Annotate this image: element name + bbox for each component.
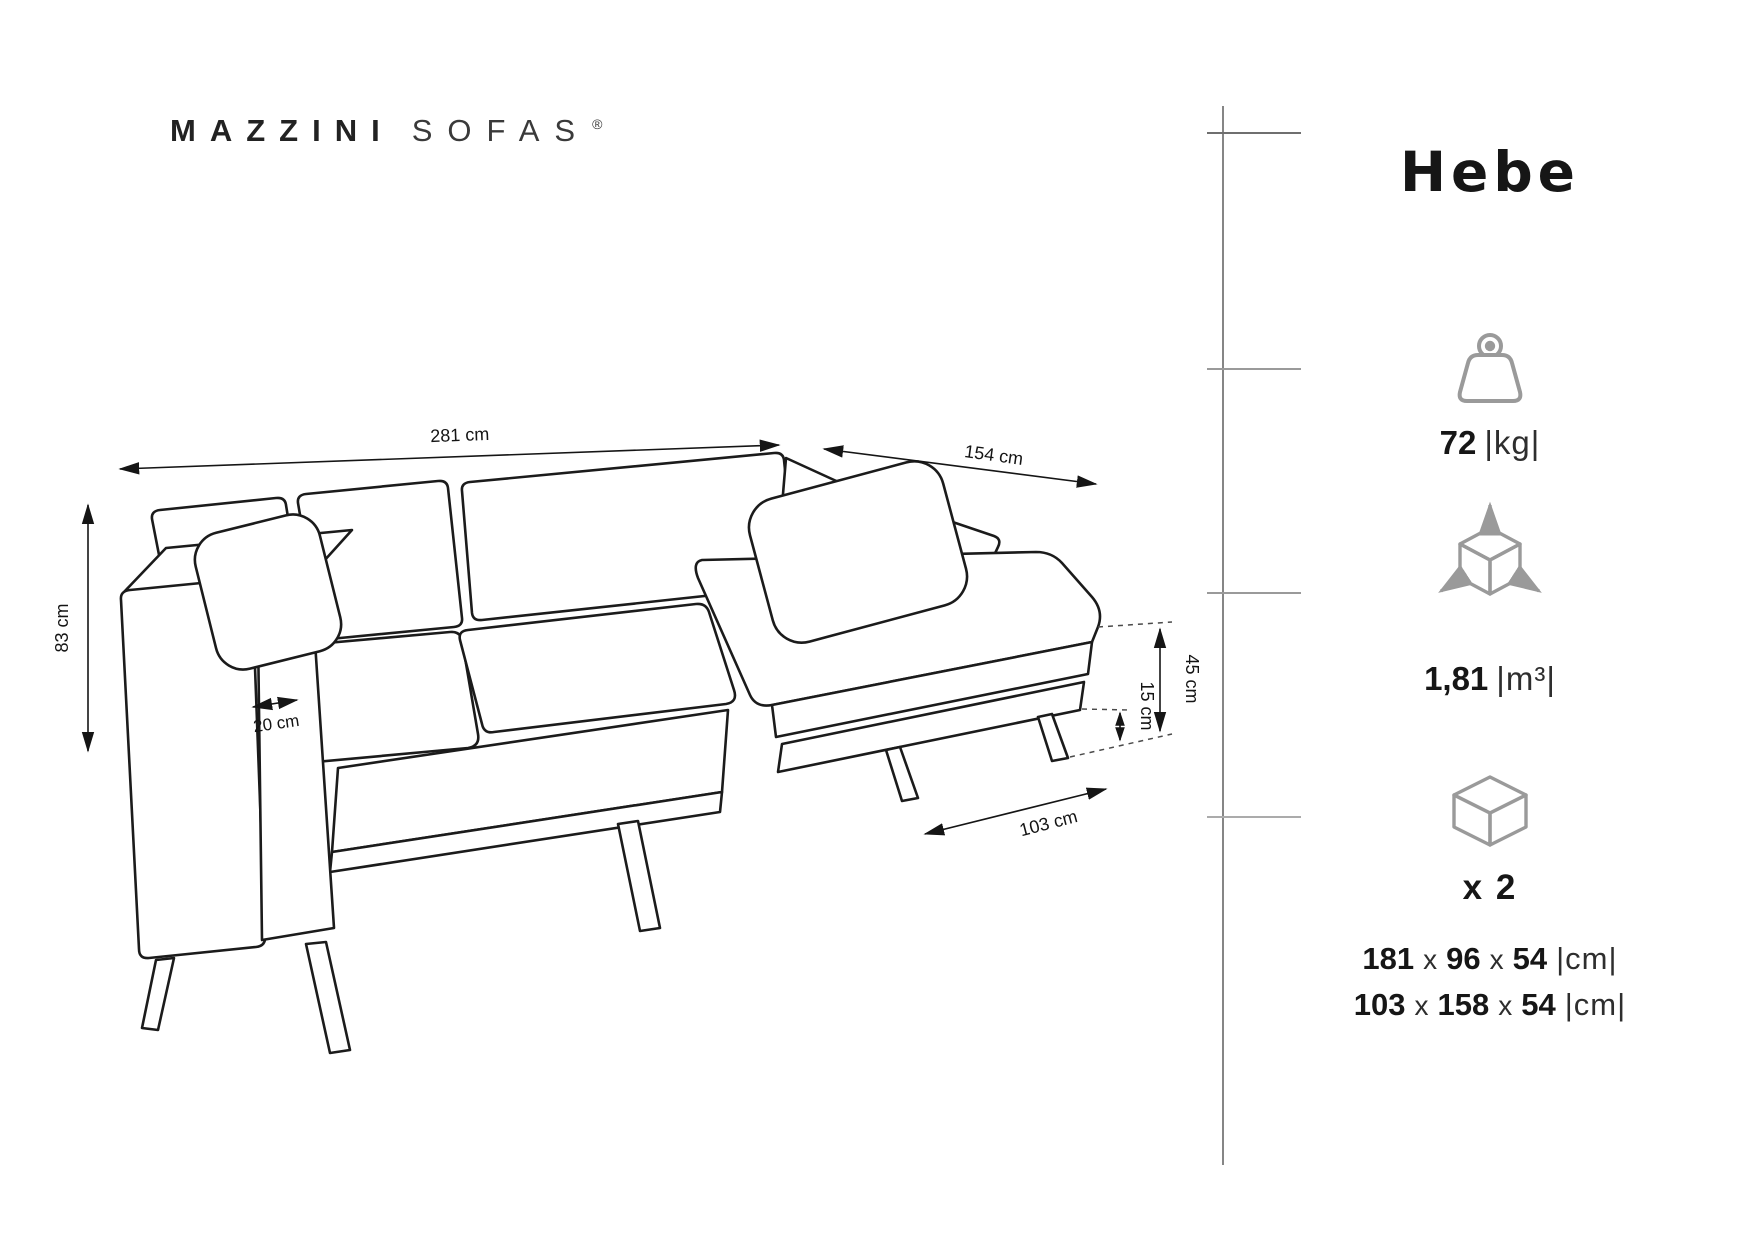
brand-name-primary: MAZZINI [170,113,394,148]
registered-trademark-icon: ® [592,116,603,132]
dim-chaise-depth-label: 154 cm [963,441,1025,469]
multiply-sign: x [1498,990,1513,1021]
size1-unit: |cm| [1556,941,1618,976]
package-size-line-2 [1240,987,1740,1023]
spec-panel [1240,0,1740,1240]
weight-unit: |kg| [1484,424,1541,461]
dim-armrest-label: 20 cm [251,710,301,737]
weight-icon [1438,330,1542,408]
size1-depth: 54 [1512,941,1548,976]
volume-spec [1240,660,1740,698]
size1-height: 96 [1446,941,1481,976]
volume-unit: |m³| [1496,660,1556,697]
dim-chaise-width-arrow [925,789,1106,834]
weight-spec [1240,424,1740,462]
brand-name-secondary: SOFAS [411,113,591,148]
product-name: Hebe [1399,140,1580,204]
sofa-leg-middle [618,821,660,931]
package-count: x 2 [1462,868,1518,907]
size2-depth: 54 [1521,987,1556,1022]
dim-base-height-label: 15 cm [1137,681,1157,731]
weight-value: 72 [1439,424,1477,461]
multiply-sign: x [1414,990,1429,1021]
size2-width: 103 [1353,987,1406,1022]
dim-total-width-label: 281 cm [429,423,490,447]
volume-value: 1,81 [1424,660,1489,697]
package-cube-icon [1447,772,1533,850]
multiply-sign: x [1423,944,1438,975]
size1-width: 181 [1362,941,1415,976]
multiply-sign: x [1489,944,1504,975]
dim-chaise-width-label: 103 cm [1017,806,1080,841]
package-size-line-1 [1240,941,1740,977]
chaise-leg-left [886,747,918,801]
seat-cushion-right [460,604,735,732]
chaise-leg-right [1038,714,1068,761]
sofa-leg-front [306,942,350,1053]
size2-height: 158 [1437,987,1490,1022]
dim-height-label: 83 cm [52,603,72,653]
size2-unit: |cm| [1564,987,1627,1022]
dim-seat-height-label: 45 cm [1182,654,1202,704]
volume-cube-icon [1434,496,1546,608]
sofa-leg-left [142,958,174,1030]
section-divider-line [1222,106,1224,1165]
sofa-outline [121,453,1100,1053]
